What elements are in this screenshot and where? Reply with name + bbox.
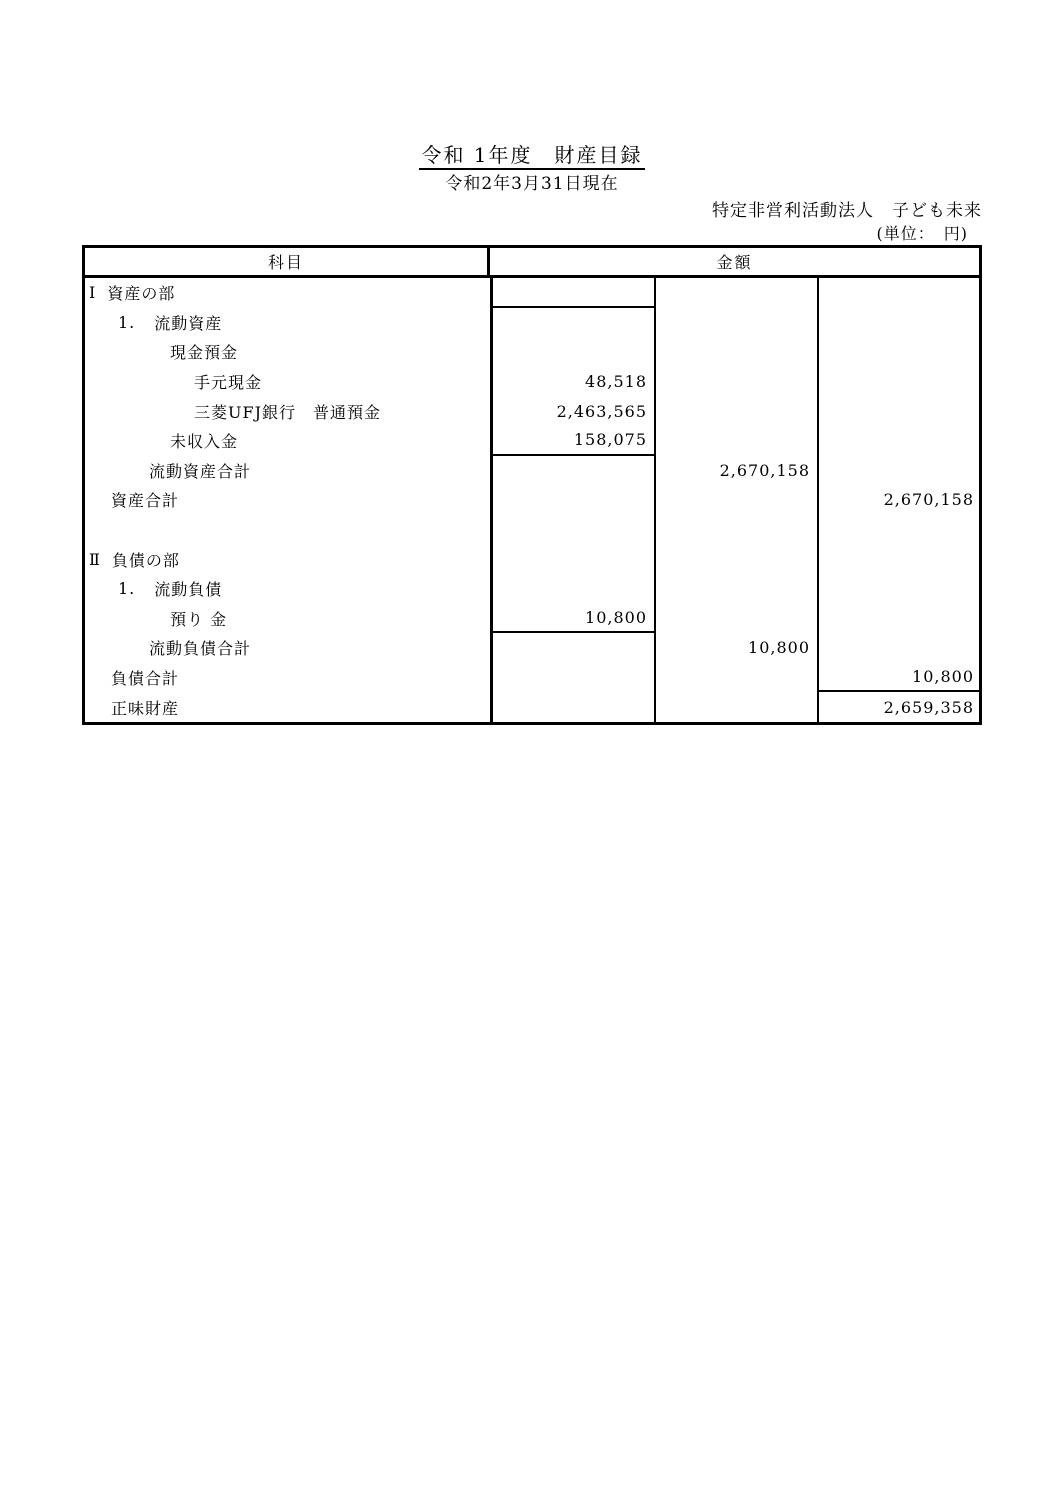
- account-cell: [85, 544, 490, 574]
- organization-name: 特定非営利活動法人 子ども未来: [712, 201, 982, 221]
- table-row: [85, 574, 979, 604]
- account-label: 資産合計: [111, 491, 180, 511]
- account-cell: [85, 574, 490, 604]
- amount-detail-cell: [490, 308, 656, 338]
- account-label: 流動資産: [154, 313, 223, 333]
- amount-detail-cell: [490, 456, 656, 486]
- row-marker: Ⅱ: [89, 549, 101, 569]
- amount-detail-cell: 48,518: [490, 367, 656, 397]
- amount-subtotal-cell: [656, 367, 819, 397]
- account-label: 現金預金: [170, 343, 239, 363]
- account-label: 負債合計: [111, 669, 180, 689]
- amount-detail-cell: 158,075: [490, 426, 656, 456]
- amount-detail-cell: [490, 485, 656, 515]
- amount-detail-cell: [490, 574, 656, 604]
- amount-total-cell: [819, 367, 979, 397]
- table-row: [85, 308, 979, 338]
- account-label: 預り 金: [170, 609, 228, 629]
- amount-detail-cell: [490, 544, 656, 574]
- account-cell: [85, 604, 490, 634]
- row-marker: 1.: [118, 312, 136, 332]
- account-cell: [85, 337, 490, 367]
- amount-total-cell: [819, 544, 979, 574]
- account-label: 負債の部: [111, 550, 180, 570]
- amount-detail-cell: 10,800: [490, 604, 656, 634]
- inventory-table: [82, 245, 982, 725]
- table-row: [85, 544, 979, 574]
- amount-total-cell: [819, 515, 979, 545]
- page-title-text: 令和 1年度 財産目録: [419, 143, 644, 170]
- account-label: 三菱UFJ銀行 普通預金: [194, 402, 382, 422]
- table-row: [85, 337, 979, 367]
- table-row: [85, 456, 979, 486]
- table-row: [85, 663, 979, 693]
- amount-total-cell: 2,659,358: [883, 697, 974, 717]
- amount-detail-cell: [490, 278, 656, 308]
- amount-subtotal-cell: [656, 308, 819, 338]
- table-header-row: [85, 248, 979, 278]
- account-cell: [85, 456, 490, 486]
- table-row: [85, 426, 979, 456]
- account-cell: [85, 278, 490, 308]
- amount-subtotal-cell: [656, 604, 819, 634]
- amount-subtotal-cell: [656, 663, 819, 693]
- amount-total-cell: [819, 604, 979, 634]
- amount-total-cell: [819, 337, 979, 367]
- account-cell: [85, 515, 490, 545]
- unit-note: (単位： 円): [876, 224, 968, 243]
- table-row: [85, 604, 979, 634]
- table-row: [85, 692, 979, 722]
- amount-subtotal-cell: 2,670,158: [656, 456, 819, 486]
- account-cell: [85, 633, 490, 663]
- account-label: 手元現金: [194, 373, 263, 393]
- row-marker: 1.: [118, 579, 136, 599]
- amount-total-cell: [819, 278, 979, 308]
- amount-subtotal-cell: [656, 692, 819, 722]
- account-label: 流動資産合計: [149, 461, 252, 481]
- amount-total-cell: [819, 456, 979, 486]
- table-row: [85, 485, 979, 515]
- table-row: [85, 515, 979, 545]
- amount-subtotal-cell: [656, 515, 819, 545]
- amount-total-cell: 10,800: [819, 663, 979, 693]
- amount-detail-cell: [490, 692, 656, 722]
- account-label: 正味財産: [111, 698, 180, 718]
- amount-total-cell: [819, 574, 979, 604]
- account-cell: [85, 367, 490, 397]
- amount-subtotal-cell: [656, 544, 819, 574]
- amount-detail-cell: [490, 663, 656, 693]
- account-label: 流動負債: [154, 580, 223, 600]
- amount-total-cell: [819, 308, 979, 338]
- account-cell: [85, 692, 490, 722]
- account-cell: [85, 485, 490, 515]
- amount-subtotal-cell: [656, 337, 819, 367]
- account-cell: [85, 396, 490, 426]
- amount-total-cell: [819, 426, 979, 456]
- column-header-account: 科目: [85, 248, 490, 275]
- amount-subtotal-cell: [656, 485, 819, 515]
- account-label: 未収入金: [170, 432, 239, 452]
- amount-subtotal-cell: [656, 426, 819, 456]
- account-label: 資産の部: [107, 284, 176, 304]
- amount-subtotal-cell: [656, 278, 819, 308]
- row-marker: Ⅰ: [89, 283, 97, 303]
- amount-subtotal-cell: [656, 574, 819, 604]
- account-cell: [85, 426, 490, 456]
- amount-detail-cell: 2,463,565: [490, 396, 656, 426]
- amount-subtotal-cell: [656, 396, 819, 426]
- amount-detail-cell: [490, 633, 656, 663]
- account-cell: [85, 308, 490, 338]
- column-header-amount: 金額: [716, 253, 753, 272]
- page-title: [82, 142, 982, 168]
- amount-detail-cell: [490, 337, 656, 367]
- account-label: 流動負債合計: [149, 639, 252, 659]
- table-body: [85, 278, 979, 722]
- amount-total-cell: [819, 396, 979, 426]
- table-row: [85, 278, 979, 308]
- as-of-date: 令和2年3月31日現在: [445, 174, 619, 194]
- amount-detail-cell: [490, 515, 656, 545]
- amount-total-cell: [819, 633, 979, 663]
- amount-total-cell: 2,670,158: [883, 490, 974, 510]
- table-row: [85, 367, 979, 397]
- table-row: [85, 396, 979, 426]
- amount-subtotal-cell: 10,800: [656, 633, 819, 663]
- account-cell: [85, 663, 490, 693]
- table-row: [85, 633, 979, 663]
